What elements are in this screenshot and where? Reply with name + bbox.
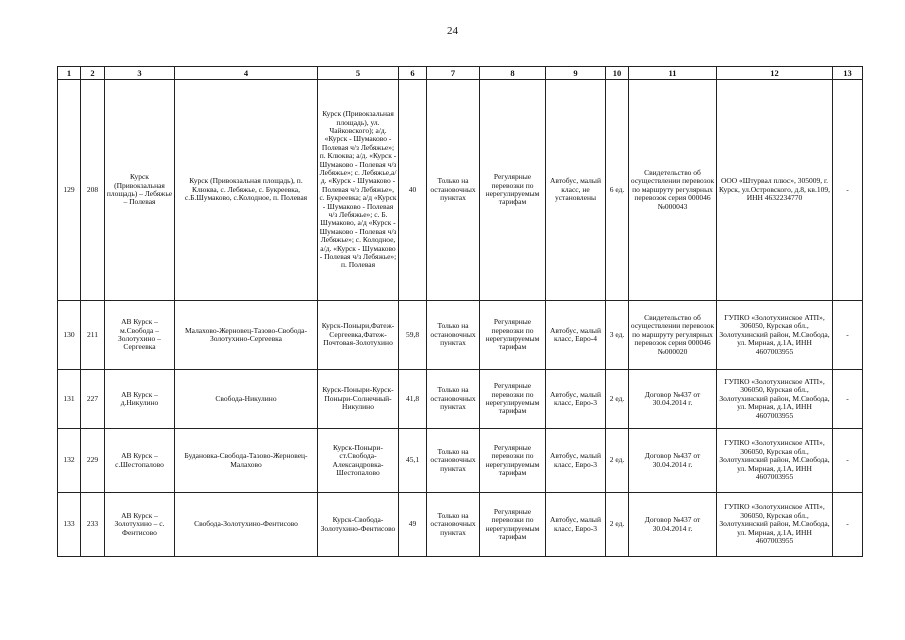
carrier-info: ГУПКО «Золотухинское АТП», 306050, Курская обл., Золотухинский район, М.Свобода, ул. Мирная, д.1А, ИНН 4607003955 bbox=[717, 493, 833, 557]
page-number: 24 bbox=[447, 25, 458, 37]
vehicle-count: 3 ед. bbox=[606, 301, 629, 370]
carrier-info: ГУПКО «Золотухинское АТП», 306050, Курская обл., Золотухинский район, М.Свобода, ул. Мирная, д.1А, ИНН 4607003955 bbox=[717, 301, 833, 370]
vehicle-count: 2 ед. bbox=[606, 370, 629, 429]
vehicle-count: 2 ед. bbox=[606, 429, 629, 493]
stop-mode: Только на остановочных пунктах bbox=[427, 370, 480, 429]
column-number: 3 bbox=[105, 67, 175, 80]
transport-type: Регулярные перевозки по нерегулируемым тарифам bbox=[480, 80, 546, 301]
route-name: АВ Курск – Золотухино – с. Фентисово bbox=[105, 493, 175, 557]
column-number: 4 bbox=[175, 67, 318, 80]
route-stops: Курск-Поныри-Курск-Поныри-Солнечный-Никулино bbox=[318, 370, 399, 429]
route-name: АВ Курск – с.Шестопалово bbox=[105, 429, 175, 493]
vehicle-class: Автобус, малый класс, не установлены bbox=[546, 80, 606, 301]
carrier-info: ООО «Штурвал плюс», 305009, г. Курск, ул.Островского, д.8, кв.109, ИНН 4632234770 bbox=[717, 80, 833, 301]
transport-type: Регулярные перевозки по нерегулируемым тарифам bbox=[480, 493, 546, 557]
extra-value: - bbox=[833, 493, 863, 557]
route-path: Малахово-Жерновец-Тазово-Свобода-Золотухино-Сергеевка bbox=[175, 301, 318, 370]
row-number: 132 bbox=[58, 429, 81, 493]
column-number: 1 bbox=[58, 67, 81, 80]
route-length: 45,1 bbox=[399, 429, 427, 493]
stop-mode: Только на остановочных пунктах bbox=[427, 493, 480, 557]
route-number: 227 bbox=[81, 370, 105, 429]
permit-document: Свидетельство об осуществлении перевозок по маршруту регулярных перевозок серия 000046 №000020 bbox=[629, 301, 717, 370]
column-number: 11 bbox=[629, 67, 717, 80]
stop-mode: Только на остановочных пунктах bbox=[427, 429, 480, 493]
column-number: 9 bbox=[546, 67, 606, 80]
extra-value: - bbox=[833, 80, 863, 301]
column-number: 7 bbox=[427, 67, 480, 80]
route-name: АВ Курск – м.Свобода – Золотухино – Сергеевка bbox=[105, 301, 175, 370]
column-number: 6 bbox=[399, 67, 427, 80]
transport-type: Регулярные перевозки по нерегулируемым тарифам bbox=[480, 301, 546, 370]
routes-register-table bbox=[57, 66, 863, 557]
stop-mode: Только на остановочных пунктах bbox=[427, 301, 480, 370]
column-number: 8 bbox=[480, 67, 546, 80]
column-number: 13 bbox=[833, 67, 863, 80]
route-stops: Курск-Свобода-Золотухино-Фентисово bbox=[318, 493, 399, 557]
table-row bbox=[58, 370, 863, 429]
vehicle-class: Автобус, малый класс, Евро-3 bbox=[546, 493, 606, 557]
row-number: 131 bbox=[58, 370, 81, 429]
column-number-row bbox=[58, 67, 863, 80]
route-number: 233 bbox=[81, 493, 105, 557]
column-number: 10 bbox=[606, 67, 629, 80]
extra-value: - bbox=[833, 301, 863, 370]
route-number: 211 bbox=[81, 301, 105, 370]
table-row bbox=[58, 301, 863, 370]
row-number: 129 bbox=[58, 80, 81, 301]
transport-type: Регулярные перевозки по нерегулируемым тарифам bbox=[480, 370, 546, 429]
route-length: 40 bbox=[399, 80, 427, 301]
route-stops: Курск-Поныри,Фатеж-Сергеевка,Фатеж-Почтовая-Золотухино bbox=[318, 301, 399, 370]
route-path: Свобода-Никулино bbox=[175, 370, 318, 429]
route-path: Свобода-Золотухино-Фентисово bbox=[175, 493, 318, 557]
column-number: 2 bbox=[81, 67, 105, 80]
carrier-info: ГУПКО «Золотухинское АТП», 306050, Курская обл., Золотухинский район, М.Свобода, ул. Мирная, д.1А, ИНН 4607003955 bbox=[717, 370, 833, 429]
extra-value: - bbox=[833, 429, 863, 493]
vehicle-count: 6 ед. bbox=[606, 80, 629, 301]
route-length: 49 bbox=[399, 493, 427, 557]
table-row bbox=[58, 493, 863, 557]
route-stops: Курск-Поныри-ст.Свобода-Александровка-Шестопалово bbox=[318, 429, 399, 493]
vehicle-class: Автобус, малый класс, Евро-3 bbox=[546, 429, 606, 493]
carrier-info: ГУПКО «Золотухинское АТП», 306050, Курская обл., Золотухинский район, М.Свобода, ул. Мирная, д.1А, ИНН 4607003955 bbox=[717, 429, 833, 493]
column-number: 5 bbox=[318, 67, 399, 80]
route-path: Курск (Привокзальная площадь), п. Клюква, с. Лебяжье, с. Букреевка, с.Б.Шумаково, с.Колодное, п. Полевая bbox=[175, 80, 318, 301]
route-name: АВ Курск – д.Никулино bbox=[105, 370, 175, 429]
transport-type: Регулярные перевозки по нерегулируемым тарифам bbox=[480, 429, 546, 493]
route-name: Курск (Привокзальная площадь) – Лебяжье – Полевая bbox=[105, 80, 175, 301]
table-row bbox=[58, 429, 863, 493]
permit-document: Свидетельство об осуществлении перевозок по маршруту регулярных перевозок серия 000046 №000043 bbox=[629, 80, 717, 301]
column-number: 12 bbox=[717, 67, 833, 80]
route-stops: Курск (Привокзальная площадь), ул. Чайковского); а/д. «Курск - Шумаково - Полевая ч/з Лебяжье»; п. Клюква; а/д. «Курск - Шумаково - Полевая ч/з Лебяжье»; с. Лебяжье,а/д. «Курск - Шумаково - Полевая ч/з Лебяжье», с. Букреевка; а/д «Курск - Шумаково - Полевая ч/з Лебяжье»; с. Б. Шумаково, а/д «Курск - Шумаково - Полевая ч/з Лебяжье»; с. Колодное, а/д. «Курск - Шумаково - Полевая ч/з Лебяжье»; п. Полевая bbox=[318, 80, 399, 301]
row-number: 133 bbox=[58, 493, 81, 557]
permit-document: Договор №437 от 30.04.2014 г. bbox=[629, 429, 717, 493]
route-number: 208 bbox=[81, 80, 105, 301]
row-number: 130 bbox=[58, 301, 81, 370]
route-length: 59,8 bbox=[399, 301, 427, 370]
permit-document: Договор №437 от 30.04.2014 г. bbox=[629, 493, 717, 557]
vehicle-count: 2 ед. bbox=[606, 493, 629, 557]
route-number: 229 bbox=[81, 429, 105, 493]
route-path: Будановка-Свобода-Тазово-Жерновец-Малахово bbox=[175, 429, 318, 493]
extra-value: - bbox=[833, 370, 863, 429]
vehicle-class: Автобус, малый класс, Евро-3 bbox=[546, 370, 606, 429]
stop-mode: Только на остановочных пунктах bbox=[427, 80, 480, 301]
vehicle-class: Автобус, малый класс, Евро-4 bbox=[546, 301, 606, 370]
permit-document: Договор №437 от 30.04.2014 г. bbox=[629, 370, 717, 429]
route-length: 41,8 bbox=[399, 370, 427, 429]
table-row bbox=[58, 80, 863, 301]
